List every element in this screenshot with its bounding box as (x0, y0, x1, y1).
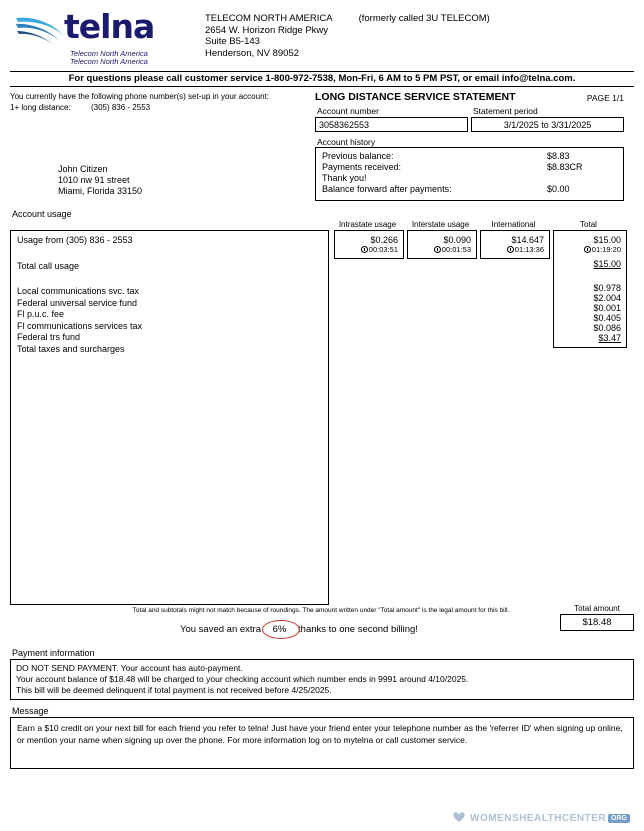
payment-line-2: Your account balance of $18.48 will be charged to your checking account which number ends in 9991 around 4/10/2025. (16, 674, 469, 684)
payment-information-label: Payment information (12, 648, 95, 658)
history-row (322, 151, 617, 162)
watermark (452, 811, 630, 825)
intrastate-duration: 00:03:51 (340, 245, 398, 254)
tax-amount: $0.978 (593, 283, 621, 293)
total-taxes-label: Total taxes and surcharges (17, 343, 125, 354)
usage-description-box (10, 230, 329, 605)
tax-amount: $0.405 (593, 313, 621, 323)
charge-label: Federal trs fund (17, 332, 81, 342)
usage-column-international (480, 230, 550, 259)
history-amount: $8.83 (547, 151, 570, 161)
document-header (0, 0, 644, 66)
customer-street: 1010 nw 91 street (58, 175, 130, 185)
page-number: PAGE 1/1 (586, 93, 624, 103)
account-history-box (315, 147, 624, 201)
logo-tagline-1: Telecom North America (70, 49, 148, 58)
account-usage-section (10, 220, 634, 605)
payment-line-1: DO NOT SEND PAYMENT. Your account has auto-payment. (16, 663, 243, 673)
account-number-label: Account number (317, 106, 379, 116)
column-header-intrastate: Intrastate usage (338, 220, 397, 229)
savings-percent: 6% (264, 624, 296, 635)
account-history-label: Account history (317, 137, 376, 147)
usage-column-total (553, 230, 627, 348)
total-duration: 01:19:20 (559, 245, 621, 254)
interstate-duration: 00:01:53 (413, 245, 471, 254)
tax-amount: $0.001 (593, 303, 621, 313)
history-label: Thank you! (322, 173, 367, 183)
usage-column-intrastate (334, 230, 404, 259)
history-row (322, 173, 617, 184)
international-amount: $14.647 (511, 235, 544, 245)
phone-setup-number: (305) 836 - 2553 (90, 103, 151, 112)
company-address-line1: 2654 W. Horizon Ridge Pkwy (205, 24, 329, 36)
savings-prefix: You saved an extra (180, 623, 261, 635)
total-amount-box (560, 604, 634, 631)
charge-label: Fl p.u.c. fee (17, 309, 65, 319)
interstate-amount: $0.090 (443, 235, 471, 245)
company-address-line2: Suite B5-143 (205, 36, 260, 47)
history-row (322, 162, 617, 173)
customer-address (58, 164, 307, 197)
history-amount: $0.00 (547, 184, 570, 194)
history-row (322, 184, 617, 195)
payment-information-box (10, 659, 634, 700)
statement-summary (315, 91, 624, 201)
account-usage-label: Account usage (12, 209, 72, 219)
savings-suffix: thanks to one second billing! (298, 623, 418, 635)
rounding-note: Total and subtotals might not match because of roundings. The amount written under "Total amount" is the legal amount for this bill. (132, 607, 510, 614)
column-header-total: Total (580, 220, 597, 229)
charge-label: Federal universal service fund (17, 297, 138, 308)
charge-label: Local communications svc. tax (17, 286, 140, 296)
phone-and-customer (10, 91, 315, 201)
history-label: Previous balance: (322, 151, 394, 161)
customer-service-bar: For questions please call customer service 1-800-972-7538, Mon-Fri, 6 AM to 5 PM PST, or email info@telna.com. (10, 71, 634, 87)
total-taxes-amount: $3.47 (598, 333, 621, 343)
customer-name: John Citizen (58, 164, 108, 174)
total-usage-amount: $15.00 (593, 235, 621, 245)
clock-icon (361, 246, 368, 253)
history-label: Balance forward after payments: (322, 184, 452, 194)
tax-amount: $0.086 (593, 323, 621, 333)
history-amount: $8.83CR (547, 162, 583, 172)
history-label: Payments received: (322, 162, 402, 172)
usage-column-interstate (407, 230, 477, 259)
column-header-interstate: Interstate usage (411, 220, 470, 229)
usage-from-line: Usage from (305) 836 - 2553 (17, 235, 133, 245)
column-header-international: International (491, 220, 536, 229)
total-amount-label: Total amount (574, 604, 620, 613)
customer-city-state-zip: Miami, Florida 33150 (58, 186, 143, 196)
statement-period-value: 3/1/2025 to 3/31/2025 (471, 117, 624, 132)
charge-label: Fl communications services tax (17, 320, 143, 331)
swoosh-icon (14, 10, 66, 54)
total-amount-value: $18.48 (560, 614, 634, 631)
company-name: TELECOM NORTH AMERICA (205, 13, 333, 24)
savings-message (180, 624, 418, 635)
upper-section (0, 87, 644, 201)
watermark-icon (452, 811, 466, 825)
intrastate-amount: $0.266 (370, 235, 398, 245)
company-address-line3: Henderson, NV 89052 (205, 47, 300, 59)
phone-setup-label: 1+ long distance: (10, 103, 71, 112)
tax-amount: $2.004 (593, 293, 621, 303)
clock-icon (507, 246, 514, 253)
phone-setup-note: You currently have the following phone number(s) set-up in your account: (10, 92, 269, 101)
account-number-value: 3058362553 (315, 117, 468, 132)
company-address (205, 10, 490, 59)
clock-icon (434, 246, 441, 253)
watermark-text: WOMENSHEALTHCENTER (470, 812, 607, 824)
payment-line-3: This bill will be deemed delinquent if total payment is not received before 4/25/2025. (16, 685, 332, 695)
logo-tagline-2: Telecom North America (70, 56, 148, 66)
company-formerly: (formerly called 3U TELECOM) (358, 13, 490, 24)
message-box: Earn a $10 credit on your next bill for each friend you refer to telna! Just have your friend enter your telephone number as the 'referrer ID' when signing up online, or mention your name when signing up over the phone. For more information log on to mytelna or call customer service. (10, 717, 634, 769)
company-logo (14, 7, 199, 66)
history-amount (547, 173, 617, 184)
total-call-usage-amount: $15.00 (593, 259, 621, 269)
statement-period-field (471, 105, 624, 132)
statement-title-row (315, 91, 624, 105)
total-call-usage-label: Total call usage (17, 260, 80, 271)
statement-title: LONG DISTANCE SERVICE STATEMENT (315, 91, 516, 103)
statement-period-label: Statement period (473, 106, 538, 116)
international-duration: 01:13:36 (486, 245, 544, 254)
account-number-field (315, 105, 468, 132)
clock-icon (584, 246, 591, 253)
logo-wordmark: telna (64, 7, 155, 46)
message-label: Message (12, 706, 49, 716)
watermark-badge: ORG (608, 814, 630, 823)
